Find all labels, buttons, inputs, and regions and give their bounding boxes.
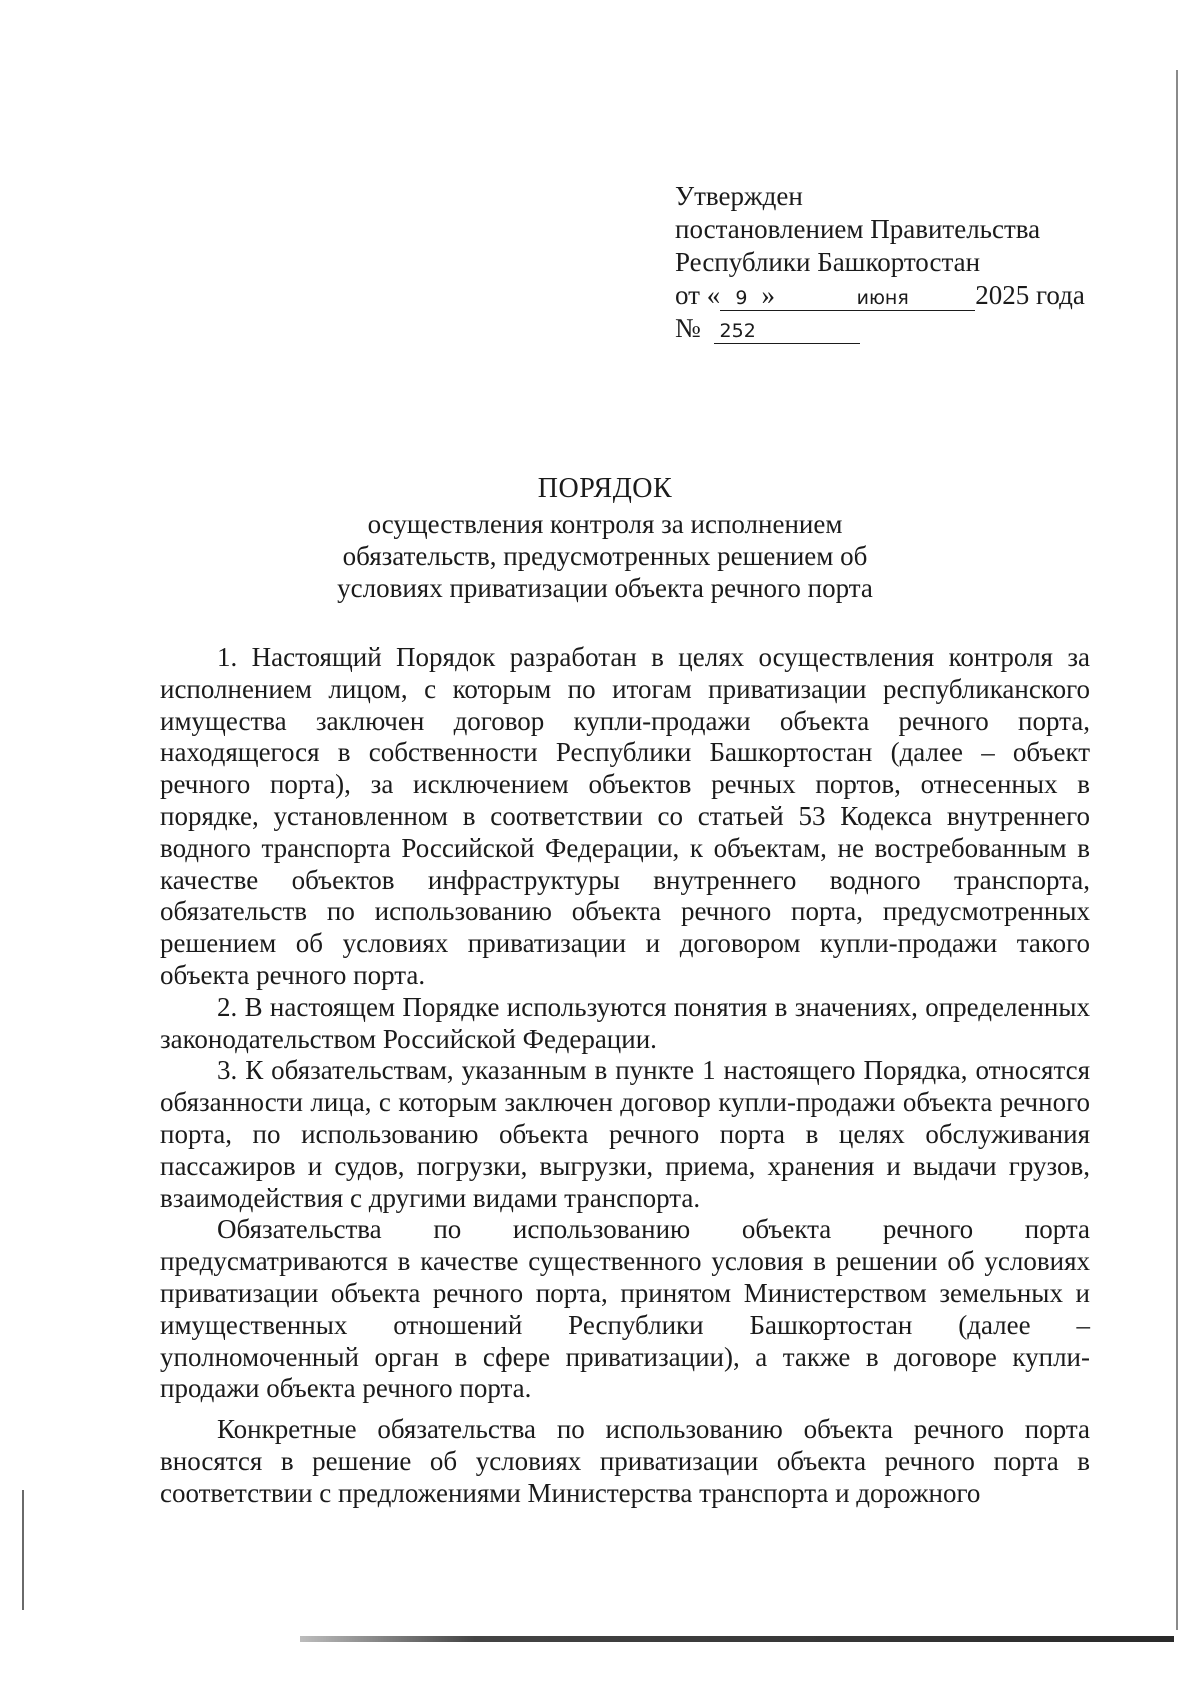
handwritten-number: 252 [714, 319, 860, 344]
paragraph-2: 2. В настоящем Порядке используются понятия в значениях, определенных законодательством Российской Федерации. [160, 991, 1090, 1054]
approval-date-line [675, 279, 1085, 312]
handwritten-month: июня [790, 286, 975, 311]
scan-edge-right [1176, 70, 1178, 1630]
document-title [160, 473, 1050, 604]
paragraph-4: Обязательства по использованию объекта речного порта предусматриваются в качестве существенного условия в решении об условиях приватизации объекта речного порта, принятом Министерством земельных и имущественных отношений Республики Башкортостан (далее – уполномоченный орган в сфере приватизации), а также в договоре купли-продажи объекта речного порта. [160, 1214, 1090, 1404]
scan-edge-left [22, 1490, 24, 1610]
approval-number-line [675, 312, 1085, 345]
paragraph-5: Конкретные обязательства по использованию объекта речного порта вносятся в решение об условиях приватизации объекта речного порта в соответствии с предложениями Министерства транспорта и дорожного [160, 1414, 1090, 1508]
title-subtitle: осуществления контроля за исполнением обязательств, предусмотренных решением об условиях приватизации объекта речного порта [337, 509, 873, 603]
scan-bottom-shadow [300, 1636, 1174, 1642]
date-year: 2025 года [975, 280, 1085, 310]
document-body [160, 642, 1090, 1510]
approval-line-resolution: постановлением Правительства [675, 214, 1041, 244]
number-sign: № [675, 313, 701, 343]
approval-stamp-block [675, 180, 1085, 345]
title-main: ПОРЯДОК [537, 473, 673, 504]
approval-line-republic: Республики Башкортостан [675, 247, 981, 277]
date-prefix: от « [675, 280, 721, 310]
handwritten-day: 9 » [720, 283, 790, 311]
paragraph-1: 1. Настоящий Порядок разработан в целях осуществления контроля за исполнением лицом, с которым по итогам приватизации республиканского имущества заключен договор купли-продажи объекта речного порта, находящегося в собственности Республики Башкортостан (далее – объект речного порта), за исключением объектов речных портов, отнесенных в порядке, установленном в соответствии со статьей 53 Кодекса внутреннего водного транспорта Российской Федерации, к объектам, не востребованным в качестве объектов инфраструктуры внутреннего водного транспорта, обязательств по использованию объекта речного порта, предусмотренных решением об условиях приватизации и договором купли-продажи такого объекта речного порта. [160, 642, 1090, 990]
approval-line-approved: Утвержден [675, 181, 803, 211]
paragraph-3: 3. К обязательствам, указанным в пункте 1 настоящего Порядка, относятся обязанности лица, с которым заключен договор купли-продажи объекта речного порта, по использованию объекта речного порта в целях обслуживания пассажиров и судов, погрузки, выгрузки, приема, хранения и выдачи грузов, взаимодействия с другими видами транспорта. [160, 1055, 1090, 1213]
